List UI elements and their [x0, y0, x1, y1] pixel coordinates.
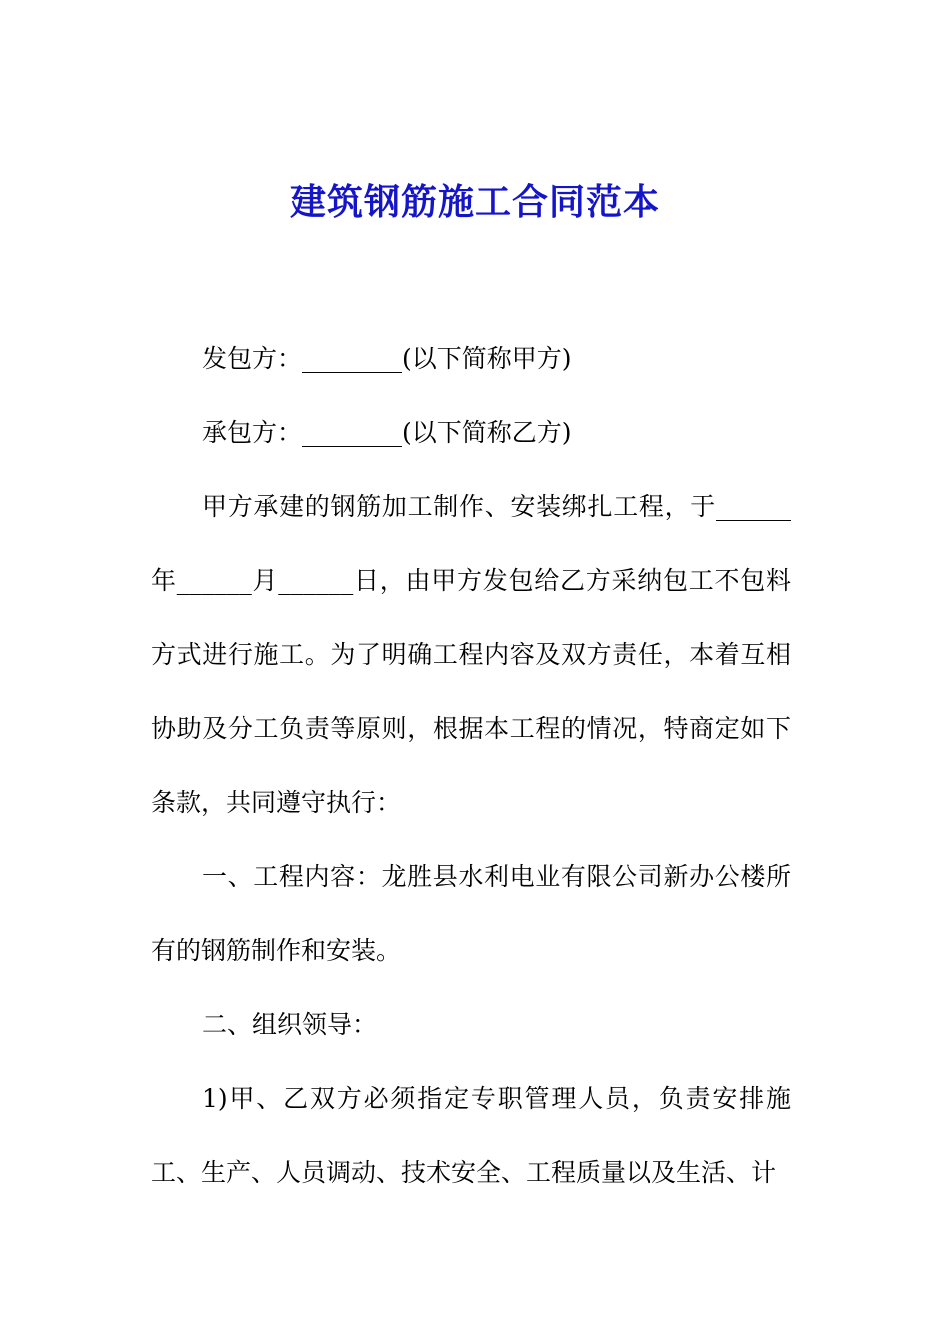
party-a-line: 发包方：________(以下简称甲方) [202, 344, 572, 373]
contract-intro-paragraph: 甲方承建的钢筋加工制作、安装绑扎工程，于______年______月______日，由甲方发包给乙方采纳包工不包料方式进行施工。为了明确工程内容及双方责任，本着互相协助及分工负责等原则，根据本工程的情况，特商定如下条款，共同遵守执行： [151, 492, 791, 817]
section-1-project-content: 一、工程内容：龙胜县水利电业有限公司新办公楼所有的钢筋制作和安装。 [151, 862, 791, 965]
party-b-line: 承包方：________(以下简称乙方) [202, 418, 572, 447]
section-2-item-1: 1)甲、乙双方必须指定专职管理人员，负责安排施工、生产、人员调动、技术安全、工程质量以及生活、计 [151, 1084, 791, 1187]
document-title: 建筑钢筋施工合同范本 [289, 181, 660, 223]
section-2-heading: 二、组织领导： [202, 1010, 378, 1039]
document-body [151, 322, 791, 1210]
